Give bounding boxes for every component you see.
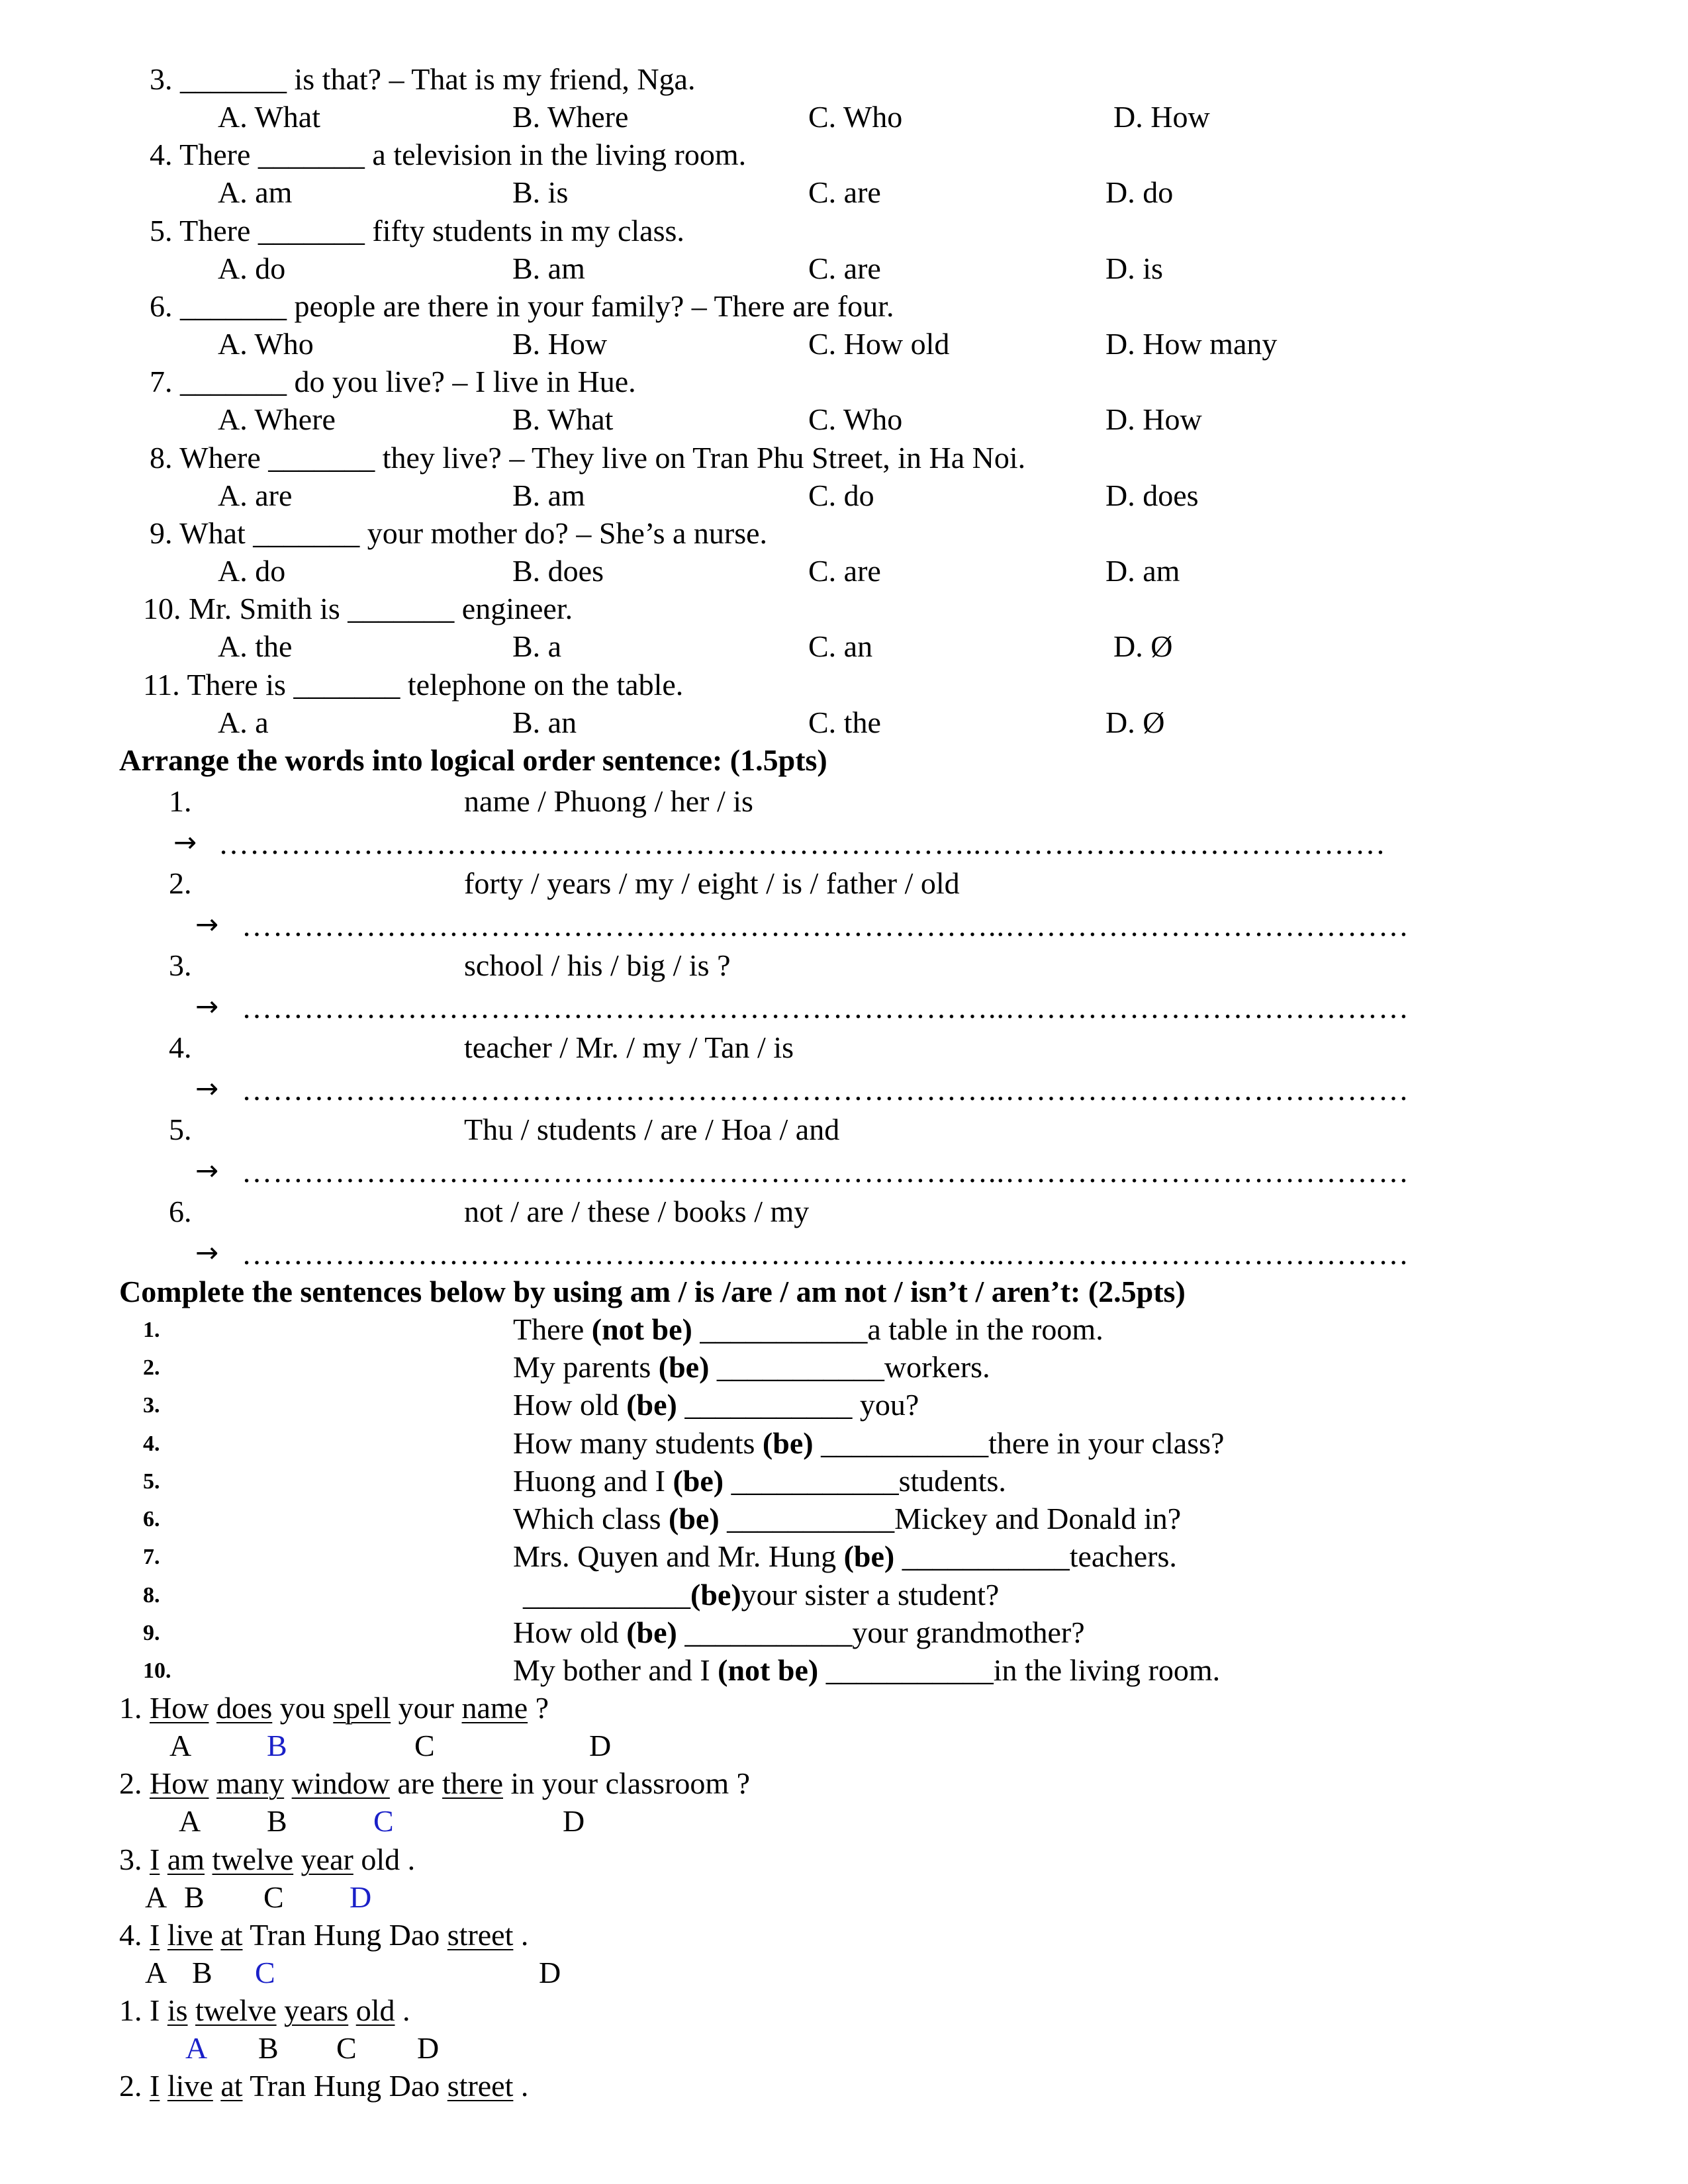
option-9b: B. does [512,554,604,588]
answer-line-3: ………………………………………………………………..………………………………… [242,991,1409,1024]
arrange-num-3: 3. [169,948,192,982]
option-5a: A. do [218,251,286,285]
complete-sentence-9: How old (be) ___________your grandmother? [513,1615,1085,1649]
error-sentence-5: 1. I is twelve years old . [119,1993,410,2027]
blank: ___________ [731,1464,899,1498]
complete-num-1: 1. [143,1318,160,1342]
arrange-words-1: name / Phuong / her / is [464,784,753,818]
error-letter-1a: A [169,1729,192,1762]
error-answer-3d: D [350,1880,372,1914]
arrange-num-4: 4. [169,1030,192,1064]
question-7: 7. _______ do you live? – I live in Hue. [150,365,636,398]
option-10c: C. an [808,629,873,663]
arrow-icon: → [195,990,219,1023]
option-5d: D. is [1105,251,1163,285]
error-letter-4d: D [539,1956,561,1989]
complete-sentence-4: How many students (be) ___________there in your class? [513,1426,1225,1460]
complete-num-10: 10. [143,1659,171,1683]
error-letter-2b: B [267,1804,287,1838]
error-letter-4a: A [145,1956,167,1989]
arrange-words-3: school / his / big / is ? [464,948,731,982]
question-4: 4. There _______ a television in the living room. [150,138,747,171]
question-6: 6. _______ people are there in your family? – There are four. [150,289,894,323]
error-answer-4c: C [255,1956,275,1989]
complete-sentence-3: How old (be) ___________ you? [513,1388,919,1422]
option-4b: B. is [512,175,569,209]
arrange-num-2: 2. [169,866,192,900]
answer-line-1: ………………………………………………………………..………………………………… [218,827,1386,860]
option-7a: A. Where [218,402,336,436]
error-letter-4b: B [192,1956,212,1989]
error-letter-1d: D [589,1729,612,1762]
blank: ___________ [716,1350,884,1384]
question-9: 9. What _______ your mother do? – She’s a nurse. [150,516,768,550]
complete-heading: Complete the sentences below by using am / is /are / am not / isn’t / aren’t: (2.5pts) [119,1275,1186,1308]
error-letter-2a: A [179,1804,201,1838]
complete-sentence-10: My bother and I (not be) ___________in the living room. [513,1653,1221,1687]
error-letter-5b: B [258,2031,279,2065]
option-11c: C. the [808,705,881,739]
option-10b: B. a [512,629,562,663]
error-letter-5d: D [417,2031,440,2065]
blank: ___________ [684,1615,853,1649]
question-3: 3. _______ is that? – That is my friend, Nga. [150,62,696,96]
arrange-words-2: forty / years / my / eight / is / father / old [464,866,960,900]
answer-line-2: ………………………………………………………………..………………………………… [242,909,1409,942]
answer-line-5: ………………………………………………………………..………………………………… [242,1155,1409,1189]
option-5b: B. am [512,251,585,285]
complete-num-9: 9. [143,1621,160,1645]
option-4d: D. do [1105,175,1174,209]
question-5: 5. There _______ fifty students in my class. [150,214,684,248]
question-8: 8. Where _______ they live? – They live on Tran Phu Street, in Ha Noi. [150,441,1026,475]
error-letter-3c: C [263,1880,284,1914]
option-11d: D. Ø [1105,705,1165,739]
option-3a: A. What [218,100,321,134]
error-answer-2c: C [373,1804,394,1838]
option-3b: B. Where [512,100,629,134]
option-4a: A. am [218,175,293,209]
arrange-num-6: 6. [169,1195,192,1228]
blank: ___________ [700,1312,868,1346]
option-8b: B. am [512,478,585,512]
arrow-icon: → [195,908,219,940]
arrow-icon: → [195,1236,219,1269]
option-9d: D. am [1105,554,1180,588]
option-7b: B. What [512,402,614,436]
complete-num-4: 4. [143,1432,160,1456]
option-6c: C. How old [808,327,950,361]
error-letter-3b: B [184,1880,205,1914]
option-6b: B. How [512,327,608,361]
arrow-icon: → [195,1072,219,1105]
option-6d: D. How many [1105,327,1278,361]
option-10d: D. Ø [1113,629,1173,663]
option-8c: C. do [808,478,874,512]
answer-line-4: ………………………………………………………………..………………………………… [242,1073,1409,1107]
complete-sentence-5: Huong and I (be) ___________students. [513,1464,1006,1498]
error-sentence-1: 1. How does you spell your name ? [119,1691,549,1725]
error-letter-1c: C [414,1729,435,1762]
arrange-words-4: teacher / Mr. / my / Tan / is [464,1030,794,1064]
blank: ___________ [821,1426,989,1460]
arrange-num-1: 1. [169,784,192,818]
error-letter-2d: D [563,1804,585,1838]
complete-num-8: 8. [143,1583,160,1608]
error-sentence-3: 3. I am twelve year old . [119,1843,416,1876]
blank: ___________ [684,1388,853,1422]
arrange-num-5: 5. [169,1113,192,1146]
answer-line-6: ………………………………………………………………..………………………………… [242,1237,1409,1271]
complete-sentence-2: My parents (be) ___________workers. [513,1350,990,1384]
option-9c: C. are [808,554,881,588]
option-6a: A. Who [218,327,314,361]
error-sentence-4: 4. I live at Tran Hung Dao street . [119,1918,529,1952]
option-4c: C. are [808,175,881,209]
option-11a: A. a [218,705,269,739]
blank: ___________ [902,1539,1070,1573]
complete-sentence-7: Mrs. Quyen and Mr. Hung (be) ___________teachers. [513,1539,1177,1573]
blank: ___________ [523,1578,690,1612]
arrange-words-5: Thu / students / are / Hoa / and [464,1113,840,1146]
complete-num-2: 2. [143,1355,160,1380]
complete-num-3: 3. [143,1393,160,1418]
complete-num-5: 5. [143,1469,160,1494]
option-8a: A. are [218,478,293,512]
option-3d: D. How [1113,100,1210,134]
complete-sentence-8: ___________(be)your sister a student? [523,1578,1000,1612]
option-9a: A. do [218,554,286,588]
arrow-icon: → [195,1154,219,1187]
option-8d: D. does [1105,478,1199,512]
error-answer-5a: A [185,2031,208,2065]
error-answer-1b: B [267,1729,287,1762]
question-10: 10. Mr. Smith is _______ engineer. [143,592,573,625]
option-11b: B. an [512,705,577,739]
blank: ___________ [825,1653,994,1687]
option-5c: C. are [808,251,881,285]
option-10a: A. the [218,629,293,663]
complete-sentence-1: There (not be) ___________a table in the room. [513,1312,1103,1346]
blank: ___________ [727,1502,895,1535]
arrange-words-6: not / are / these / books / my [464,1195,810,1228]
option-7d: D. How [1105,402,1202,436]
option-3c: C. Who [808,100,903,134]
question-11: 11. There is _______ telephone on the table. [143,668,684,702]
error-sentence-6: 2. I live at Tran Hung Dao street . [119,2069,529,2103]
error-letter-3a: A [145,1880,167,1914]
complete-num-6: 6. [143,1507,160,1531]
option-7c: C. Who [808,402,903,436]
complete-sentence-6: Which class (be) ___________Mickey and Donald in? [513,1502,1182,1535]
arrow-icon: → [173,826,197,858]
arrange-heading: Arrange the words into logical order sentence: (1.5pts) [119,743,827,777]
error-letter-5c: C [336,2031,357,2065]
complete-num-7: 7. [143,1545,160,1569]
error-sentence-2: 2. How many window are there in your classroom ? [119,1766,751,1800]
